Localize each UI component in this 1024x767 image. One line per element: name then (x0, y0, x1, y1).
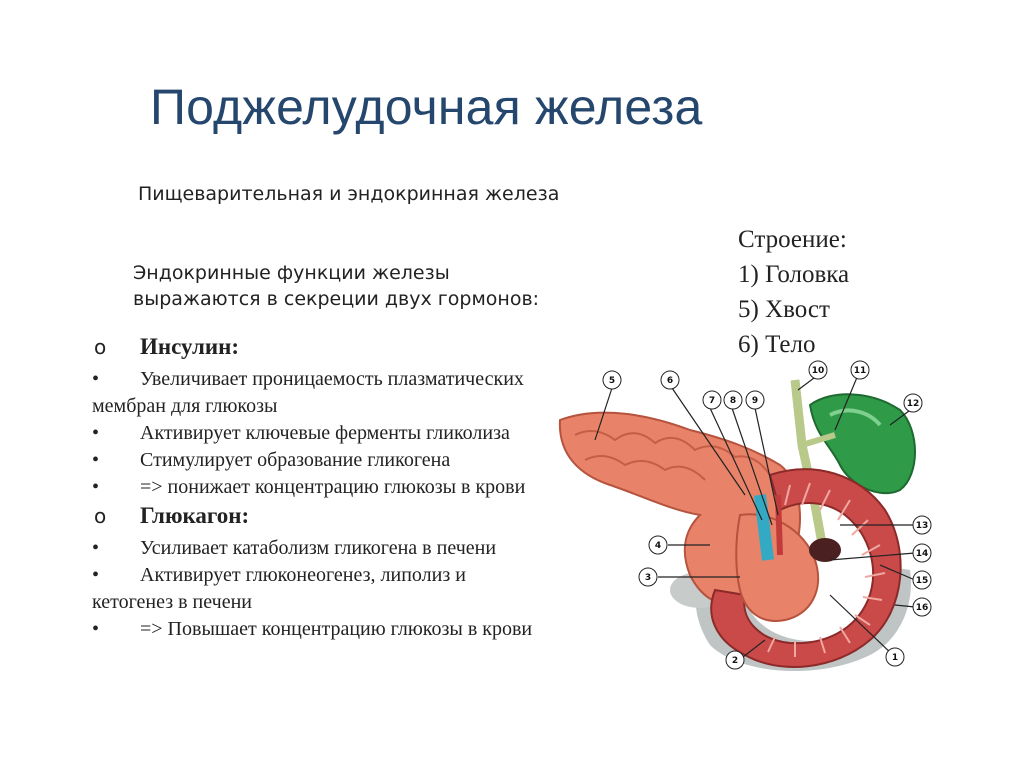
diagram-label: 15 (915, 576, 929, 586)
hormone-heading-insulin (92, 332, 622, 366)
list-item-continuation: кетогенез в печени (92, 591, 252, 613)
vessel-red (778, 495, 780, 555)
list-item-text: => понижает концентрацию глюкозы в крови (140, 476, 526, 498)
list-item (92, 420, 622, 447)
bullet: • (92, 422, 100, 444)
diagram-label: 1 (891, 653, 899, 663)
diagram-label: 8 (729, 396, 737, 406)
list-marker: o (94, 504, 107, 528)
diagram-label: 9 (751, 396, 759, 406)
diagram-label: 11 (853, 366, 867, 376)
diagram-label: 3 (644, 573, 652, 583)
hormone-name: Инсулин: (140, 334, 240, 359)
vessel-blue (760, 495, 768, 560)
list-item-text: Увеличивает проницаемость плазматических (140, 368, 524, 390)
list-item (92, 447, 622, 474)
list-item-text: Активирует глюконеогенез, липолиз и (140, 564, 466, 586)
bullet: • (92, 618, 100, 640)
structure-heading: Строение: (738, 226, 847, 253)
slide-title: Поджелудочная железа (150, 79, 703, 135)
intro-line: Эндокринные функции железы (133, 262, 450, 284)
bullet: • (92, 537, 100, 559)
list-item (92, 474, 622, 501)
hormones-list (92, 332, 622, 643)
diagram-label: 16 (915, 603, 929, 613)
list-item-continuation: мембран для глюкозы (92, 395, 278, 417)
bullet: • (92, 564, 100, 586)
diagram-label: 13 (915, 521, 929, 531)
list-item (92, 366, 622, 393)
duct-section (809, 538, 841, 562)
diagram-label: 10 (811, 366, 825, 376)
structure-list (738, 222, 849, 362)
list-item (92, 535, 622, 562)
list-item-text: Активирует ключевые ферменты гликолиза (140, 422, 510, 444)
intro-text (133, 260, 539, 312)
list-marker: o (94, 335, 107, 359)
bullet: • (92, 449, 100, 471)
diagram-label: 4 (654, 541, 662, 551)
diagram-label: 14 (915, 549, 929, 559)
diagram-label: 2 (731, 656, 739, 666)
bullet: • (92, 476, 100, 498)
diagram-label: 6 (666, 376, 674, 386)
list-item-text: => Повышает концентрацию глюкозы в крови (140, 618, 533, 640)
structure-item: 5) Хвост (738, 296, 830, 323)
diagram-label: 7 (708, 396, 716, 406)
bullet: • (92, 368, 100, 390)
intro-line: выражаются в секреции двух гормонов: (133, 288, 540, 310)
structure-item: 1) Головка (738, 261, 850, 288)
slide-subtitle: Пищеварительная и эндокринная железа (138, 183, 560, 205)
list-item-text: Усиливает катаболизм гликогена в печени (140, 537, 497, 559)
list-item (92, 616, 622, 643)
hormone-name: Глюкагон: (140, 503, 250, 528)
structure-item: 6) Тело (738, 331, 816, 358)
list-item (92, 562, 622, 589)
diagram-label: 5 (608, 376, 616, 386)
list-item-text: Стимулирует образование гликогена (140, 449, 451, 471)
diagram-label: 12 (906, 399, 920, 409)
hormone-heading-glucagon (92, 501, 622, 535)
